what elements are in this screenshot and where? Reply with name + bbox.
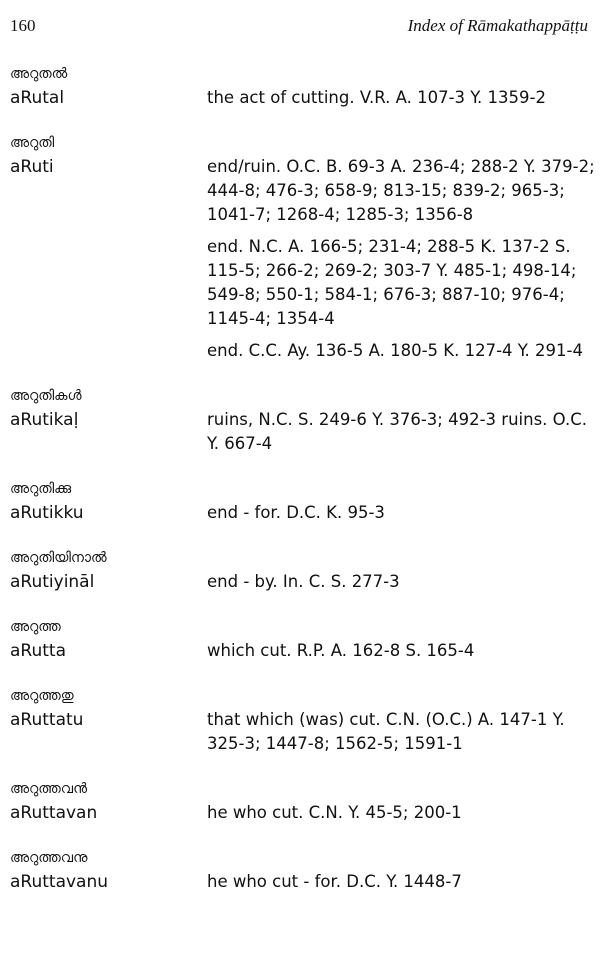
entry-row: [10, 570, 595, 594]
headword-transliteration: aRutikku: [10, 503, 84, 523]
index-entries: [10, 64, 595, 894]
headword-malayalam: അറുതൽ: [10, 66, 68, 82]
page-number: 160: [10, 16, 36, 35]
entry-row: [10, 801, 595, 825]
sense-definition: that which (was) cut. C.N. (O.C.) A. 147-1 Y. 325-3; 1447-8; 1562-5; 1591-1: [207, 710, 565, 753]
entry-row: [10, 155, 595, 363]
sense-definition: end/ruin. O.C. B. 69-3 A. 236-4; 288-2 Y. 379-2; 444-8; 476-3; 658-9; 813-15; 839-2; 965-3; 1041-7; 1268-4; 1285-3; 1356-8: [207, 157, 595, 224]
index-entry: [10, 64, 595, 110]
index-entry: [10, 779, 595, 825]
headword-malayalam: അറുതിക്കു: [10, 481, 72, 497]
sense-definition: end - for. D.C. K. 95-3: [207, 503, 385, 522]
index-entry: [10, 548, 595, 594]
entry-row: [10, 870, 595, 894]
entry-row: [10, 408, 595, 456]
entry-row: [10, 708, 595, 756]
sense-definition: he who cut - for. D.C. Y. 1448-7: [207, 872, 462, 891]
page-header: [10, 14, 588, 38]
sense-definition: the act of cutting. V.R. A. 107-3 Y. 1359-2: [207, 88, 546, 107]
headword-transliteration: aRutal: [10, 88, 65, 108]
index-entry: [10, 686, 595, 756]
headword-transliteration: aRuttavanu: [10, 872, 109, 892]
index-entry: [10, 848, 595, 894]
sense-list: [207, 501, 595, 525]
sense-list: [207, 708, 595, 756]
sense-list: [207, 801, 595, 825]
headword-transliteration: aRuttatu: [10, 710, 84, 730]
headword-malayalam: അറുത്തതു: [10, 688, 74, 704]
sense-definition: he who cut. C.N. Y. 45-5; 200-1: [207, 803, 462, 822]
sense-list: [207, 570, 595, 594]
sense-list: [207, 639, 595, 663]
sense-definition: end - by. In. C. S. 277-3: [207, 572, 400, 591]
sense-definition: ruins, N.C. S. 249-6 Y. 376-3; 492-3 ruins. O.C. Y. 667-4: [207, 410, 587, 453]
sense-list: [207, 86, 595, 110]
index-entry: [10, 479, 595, 525]
sense-definition: end. C.C. Ay. 136-5 A. 180-5 K. 127-4 Y. 291-4: [207, 341, 583, 360]
headword-malayalam: അറുത്ത: [10, 619, 61, 635]
headword-transliteration: aRutta: [10, 641, 66, 661]
headword-malayalam: അറുത്തവൻ: [10, 781, 87, 797]
sense-list: [207, 870, 595, 894]
sense-list: [207, 155, 595, 363]
index-entry: [10, 133, 595, 363]
entry-row: [10, 86, 595, 110]
headword-malayalam: അറുതികൾ: [10, 388, 82, 404]
entry-row: [10, 639, 595, 663]
headword-transliteration: aRutikaḷ: [10, 410, 79, 430]
headword-malayalam: അറുതിയിനാൽ: [10, 550, 107, 566]
sense-list: [207, 408, 595, 456]
headword-transliteration: aRuti: [10, 157, 54, 177]
headword-malayalam: അറുത്തവനു: [10, 850, 88, 866]
sense-definition: which cut. R.P. A. 162-8 S. 165-4: [207, 641, 475, 660]
headword-malayalam: അറുതി: [10, 135, 55, 151]
headword-transliteration: aRutiyināl: [10, 572, 95, 592]
sense-definition: end. N.C. A. 166-5; 231-4; 288-5 K. 137-2 S. 115-5; 266-2; 269-2; 303-7 Y. 485-1; 498-14; 549-8; 550-1; 584-1; 676-3; 887-10; 976-4; 1145-4; 1354-4: [207, 237, 577, 328]
running-title: Index of Rāmakathappāṭṭu: [407, 16, 588, 35]
index-entry: [10, 386, 595, 456]
headword-transliteration: aRuttavan: [10, 803, 98, 823]
index-entry: [10, 617, 595, 663]
entry-row: [10, 501, 595, 525]
